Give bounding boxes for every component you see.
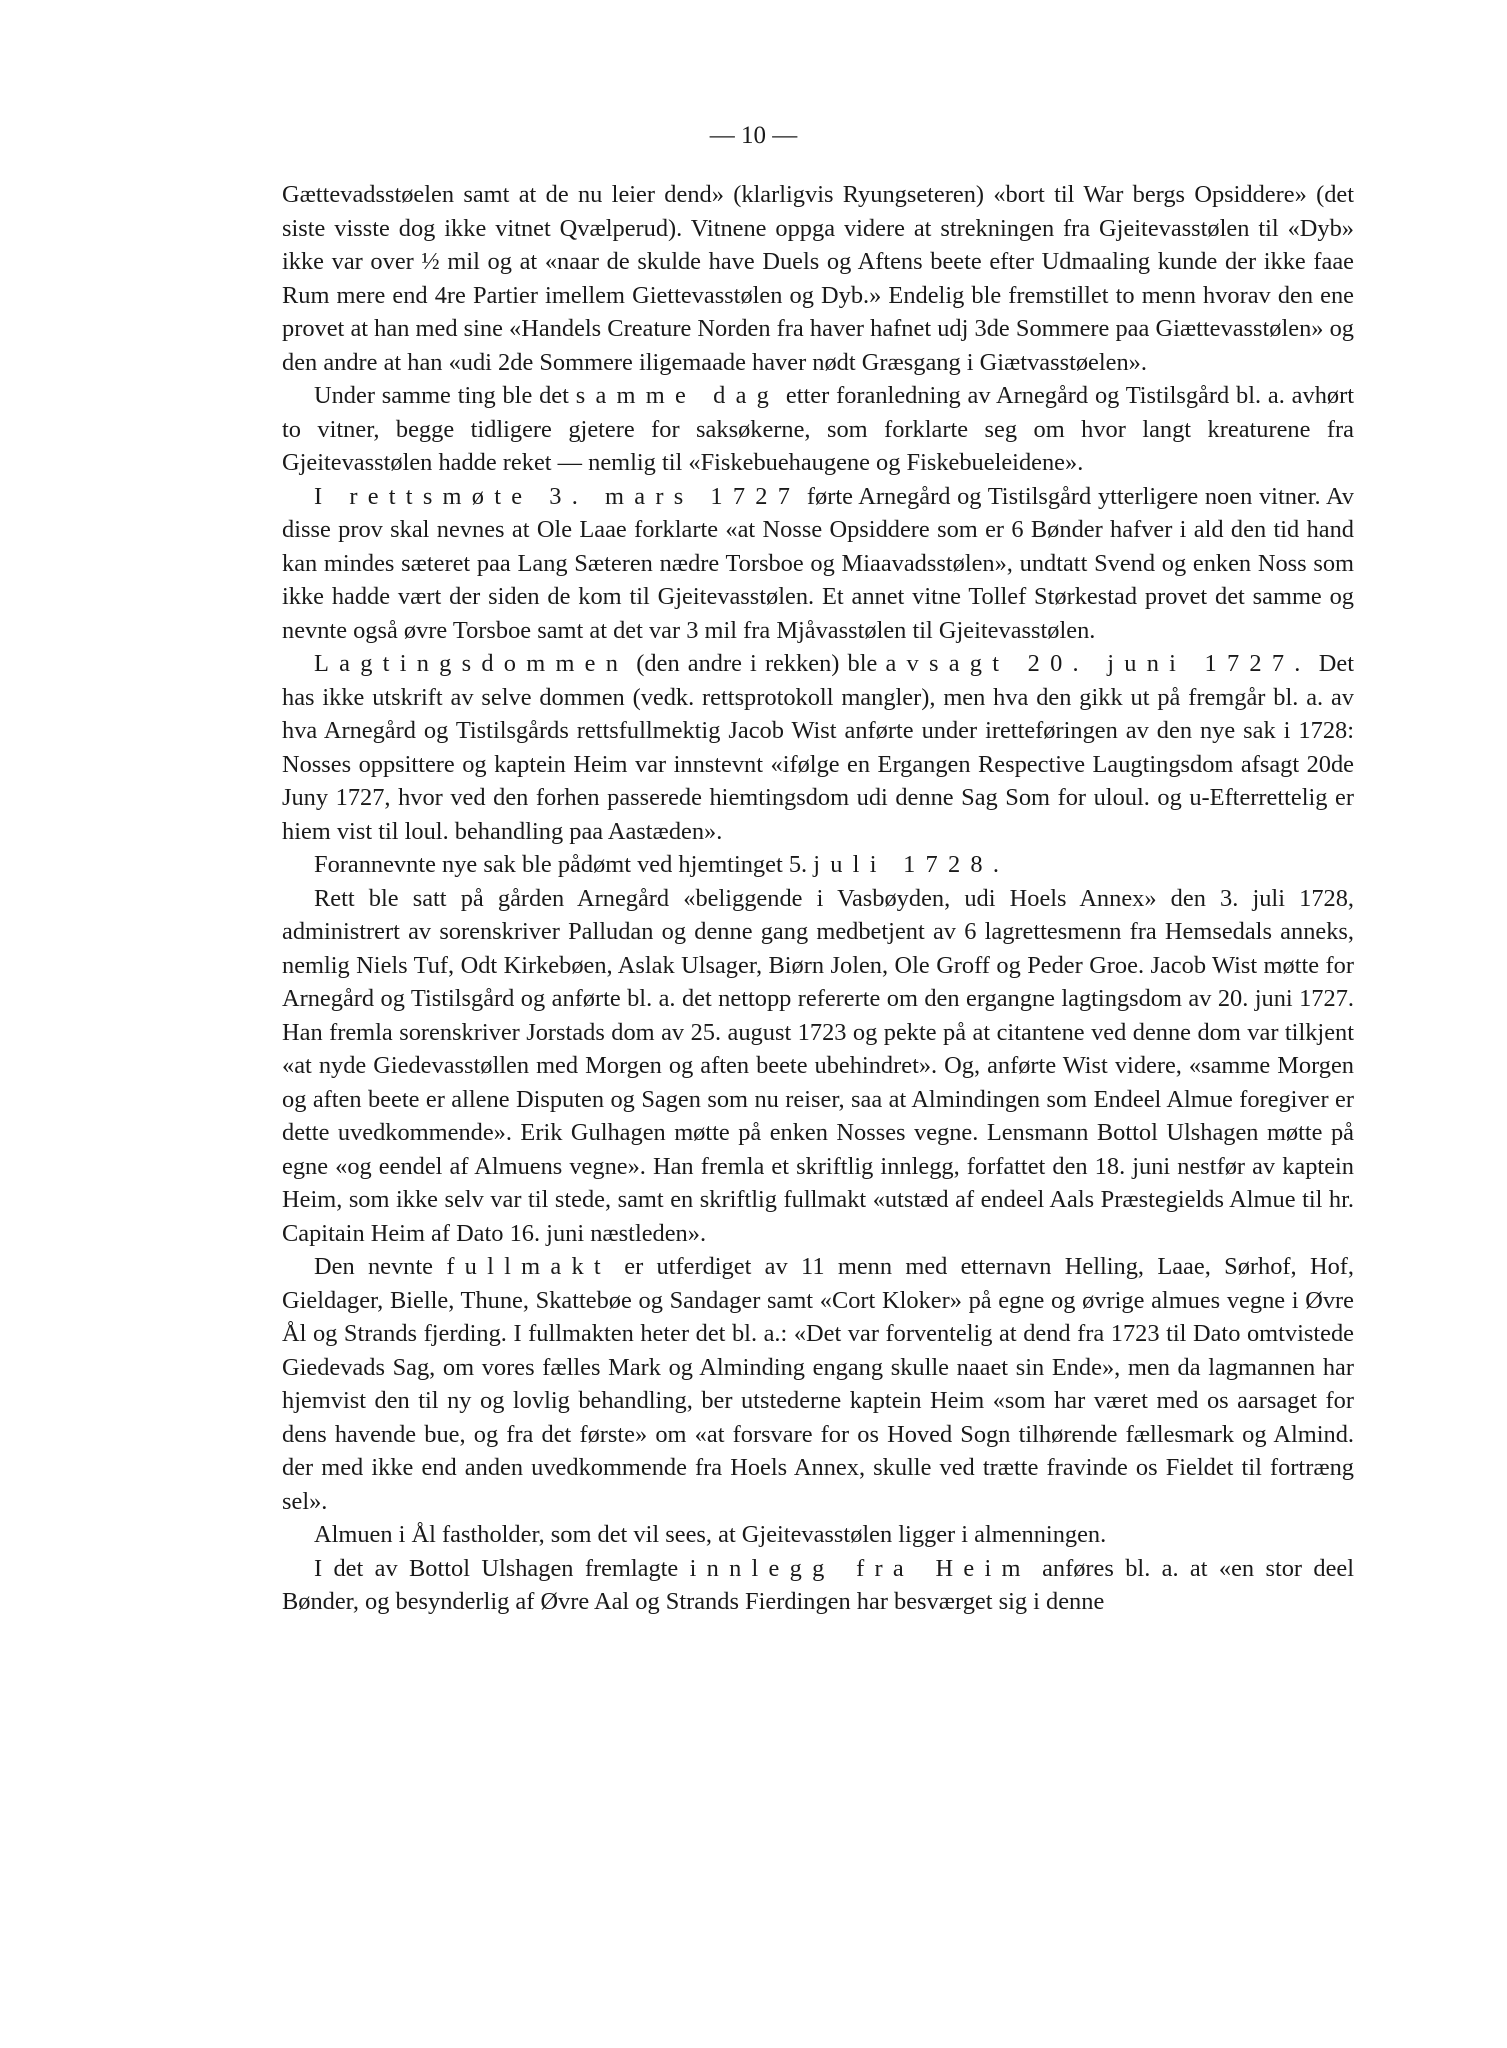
page-number: — 10 — <box>709 122 798 149</box>
text-run: anføres bl. a. at «en stor deel Bønder, og besynderlig af Øvre Aal og Strands Fierdingen har besværget sig i denne <box>282 1554 1355 1615</box>
text-run: Det has ikke utskrift av selve dommen (vedk. rettsprotokoll mangler), men hva den gikk ut på fremgår bl. a. av hva Arnegård og Tistilsgårds rettsfullmektig Jacob Wist anførte under iretteføringen av den nye sak i 1728: Nosses oppsittere og kaptein Heim var innstevnt «ifølge en Ergangen Respective Laugtingsdom afsagt 20de Juny 1727, hvor ved den forhen passerede hiemtingsdom udi denne Sag Som for uloul. og u-Efterrettelig er hiem vist til loul. behandling paa Aastæden». <box>282 650 1354 845</box>
paragraph <box>282 480 1354 648</box>
paragraph <box>282 379 1354 480</box>
paragraph <box>282 1250 1354 1518</box>
body-text <box>282 178 1354 1619</box>
text-run: Rett ble satt på gården Arnegård «beliggende i Vasbøyden, udi Hoels Annex» den 3. juli 1728, administrert av sorenskriver Palludan og denne gang medbetjent av 6 lagrettesmenn fra Hemsedals anneks, nemlig Niels Tuf, Odt Kirkebøen, Aslak Ulsager, Biørn Jolen, Ole Groff og Peder Groe. Jacob Wist møtte for Arnegård og Tistilsgård og anførte bl. a. det nettopp refererte om den ergangne lagtingsdom av 20. juni 1727. Han fremla sorenskriver Jorstads dom av 25. august 1723 og pekte på at citantene ved denne dom var tilkjent «at nyde Giedevasstøllen med Morgen og aften beete ubehindret». Og, anførte Wist videre, «samme Morgen og aften beete er allene Disputen og Sagen som nu reiser, saa at Almindingen som Endeel Almue foregiver er dette uvedkommende». Erik Gulhagen møtte på enken Nosses vegne. Lensmann Bottol Ulshagen møtte på egne «og eendel af Almuens vegne». Han fremla et skriftlig innlegg, forfattet den 18. juni nestfør av kaptein Heim, som ikke selv var til stede, samt en skriftlig fullmakt «utstæd af endeel Aals Præstegields Almue til hr. Capitain Heim af Dato 16. juni næstleden». <box>282 884 1354 1247</box>
spaced-emphasis: samme dag <box>575 382 780 409</box>
text-run: etter foranledning av Arnegård og Tistilsgård bl. a. avhørt to vitner, begge tidligere gjetere for saksøkerne, som forklarte seg om hvor langt kreaturene fra Gjeitevasstølen hadde reket — nemlig til «Fiskebuehaugene og Fiskebueleidene». <box>282 382 1354 476</box>
paragraph <box>282 848 1354 882</box>
text-run: Gættevadsstøelen samt at de nu leier dend» (klarligvis Ryungseteren) «bort til War bergs Opsiddere» (det siste visste dog ikke vitnet Qvælperud). Vitnene oppga videre at strekningen fra Gjeitevasstølen til «Dyb» ikke var over ½ mil og at «naar de skulde have Duels og Aftens beete efter Udmaaling kunde der ikke faae Rum mere end 4re Partier imellem Giettevasstølen og Dyb.» Endelig ble fremstillet to menn hvorav den ene provet at han med sine «Handels Creature Norden fra haver hafnet udj 3de Sommere paa Giættevasstølen» og den andre at han «udi 2de Sommere iligemaade haver nødt Græsgang i Giætvasstøelen». <box>282 181 1354 376</box>
text-run: (den andre i rekken) ble <box>628 650 886 677</box>
text-run: I det av Bottol Ulshagen fremlagte <box>314 1554 690 1582</box>
paragraph <box>282 882 1354 1251</box>
paragraph <box>282 178 1354 379</box>
spaced-emphasis: innlegg fra Heim <box>689 1554 1031 1582</box>
spaced-emphasis: I rettsmøte 3. mars 1727 <box>314 482 801 510</box>
spaced-emphasis: Lagtingsdommen <box>314 650 629 677</box>
spaced-emphasis: juli 1728. <box>813 851 1010 878</box>
text-run: Under samme ting ble det <box>314 382 576 409</box>
text-run: er utferdiget av 11 menn med etternavn Helling, Laae, Sørhof, Hof, Gieldager, Bielle, Thune, Skattebøe og Sandager samt «Cort Kloker» på egne og øvrige almues vegne i Øvre Ål og Strands fjerding. I fullmakten heter det bl. a.: «Det var forventelig at dend fra 1723 til Dato omtvistede Giedevads Sag, om vores fælles Mark og Alminding engang skulle naaet sin Ende», men da lagmannen har hjemvist den til ny og lovlig behandling, ber utstederne kaptein Heim «som har været med os aarsaget for dens havende bue, og fra det første» om «at forsvare for os Hoved Sogn tilhørende fællesmark og Almind. der med ikke end anden uvedkommende fra Hoels Annex, skulle ved trætte fravinde os Fieldet til fortræng sel». <box>282 1253 1354 1515</box>
text-run: førte Arnegård og Tistilsgård ytterligere noen vitner. Av disse prov skal nevnes at Ole Laae forklarte «at Nosse Opsiddere som er 6 Bønder hafver i ald den tid hand kan mindes sæteret paa Lang Sæteren nædre Torsboe og Miaavadsstølen», undtatt Svend og enken Noss som ikke hadde vært der siden de kom til Gjeitevasstølen. Et annet vitne Tollef Størkestad provet det samme og nevnte også øvre Torsboe samt at det var 3 mil fra Mjåvasstølen til Gjeitevasstølen. <box>282 482 1354 644</box>
paragraph <box>282 1552 1354 1619</box>
text-run: Forannevnte nye sak ble pådømt ved hjemtinget 5. <box>314 851 814 878</box>
spaced-emphasis: fullmakt <box>446 1253 611 1280</box>
paragraph <box>282 1518 1354 1552</box>
text-run: Den nevnte <box>314 1253 447 1280</box>
paragraph <box>282 647 1354 848</box>
spaced-emphasis: avsagt 20. juni 1727. <box>885 650 1311 677</box>
text-run: Almuen i Ål fastholder, som det vil sees, at Gjeitevasstølen ligger i almenningen. <box>314 1521 1107 1548</box>
